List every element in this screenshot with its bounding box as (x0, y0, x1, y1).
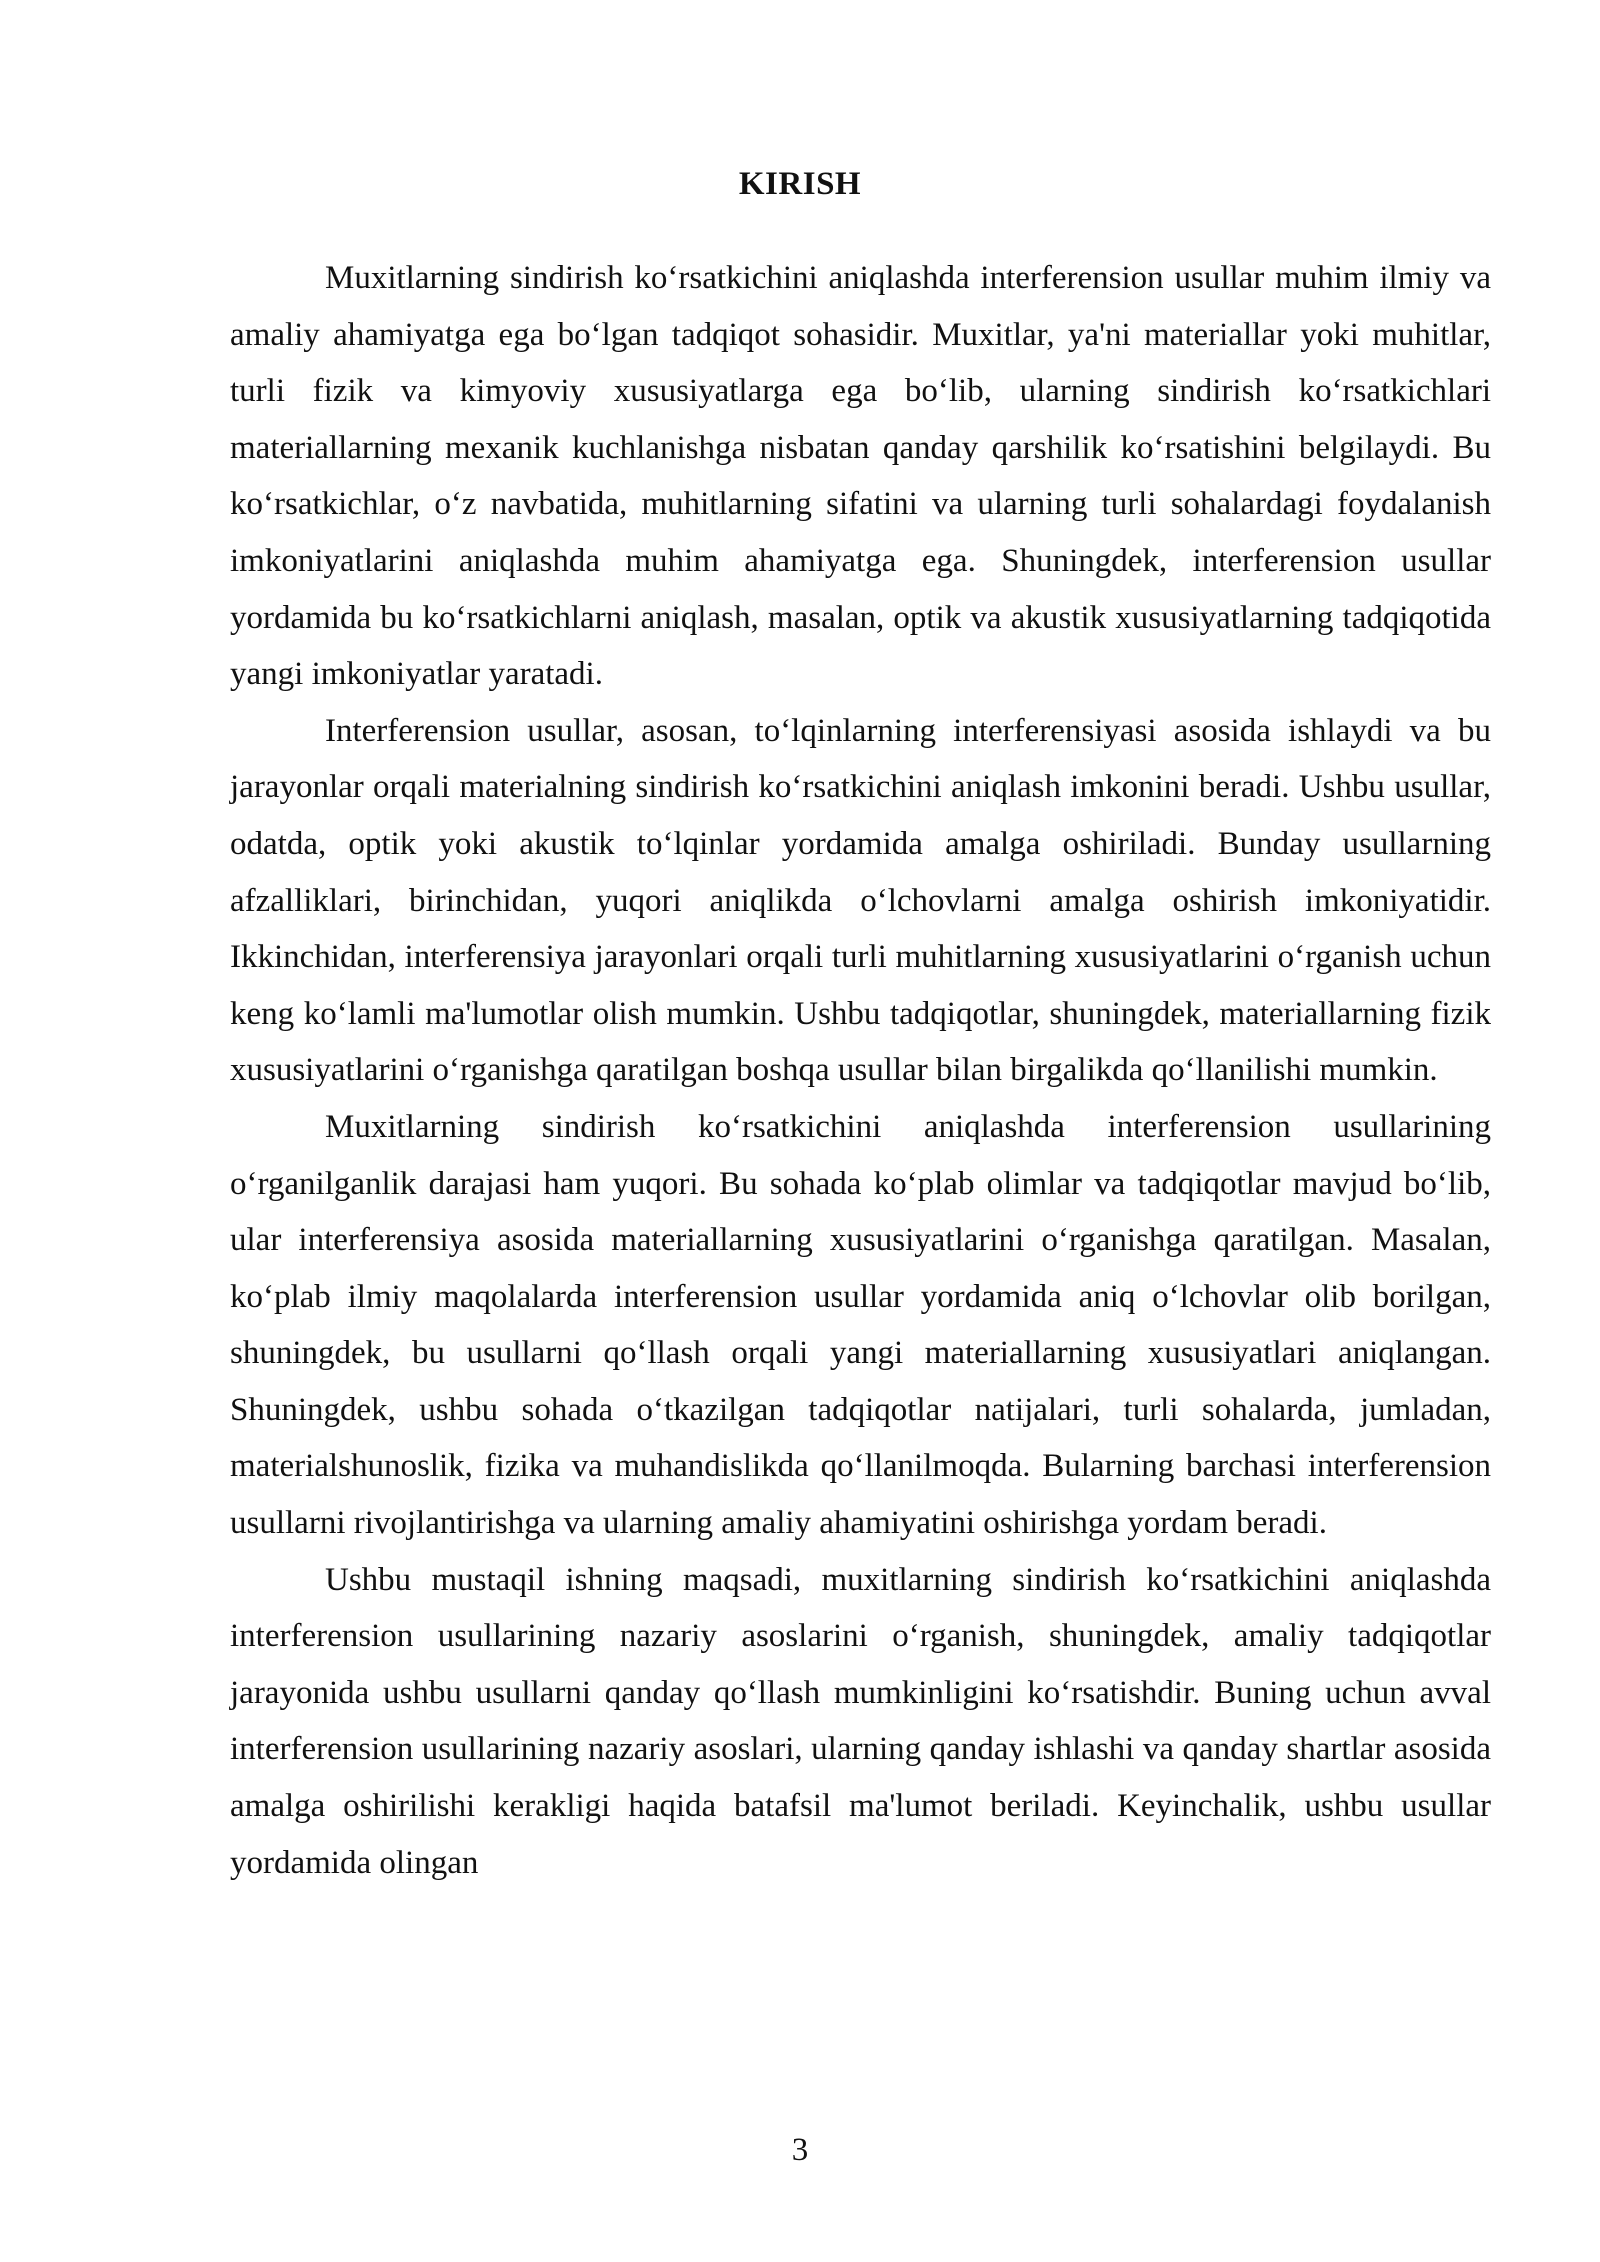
paragraph-1: Muxitlarning sindirish ko‘rsatkichini aniqlashda interferension usullar muhim ilmiy va amaliy ahamiyatga ega bo‘lgan tadqiqot sohasidir. Muxitlar, ya'ni materiallar yoki muhitlar, turli fizik va kimyoviy xususiyatlarga ega bo‘lib, ularning sindirish ko‘rsatkichlari materiallarning mexanik kuchlanishga nisbatan qanday qarshilik ko‘rsatishini belgilaydi. Bu ko‘rsatkichlar, o‘z navbatida, muhitlarning sifatini va ularning turli sohalardagi foydalanish imkoniyatlarini aniqlashda muhim ahamiyatga ega. Shuningdek, interferension usullar yordamida bu ko‘rsatkichlarni aniqlash, masalan, optik va akustik xususiyatlarning tadqiqotida yangi imkoniyatlar yaratadi. (230, 260, 1491, 693)
paragraph-2: Interferension usullar, asosan, to‘lqinlarning interferensiyasi asosida ishlaydi va bu jarayonlar orqali materialning sindirish ko‘rsatkichini aniqlash imkonini beradi. Ushbu usullar, odatda, optik yoki akustik to‘lqinlar yordamida amalga oshiriladi. Bunday usullarning afzalliklari, birinchidan, yuqori aniqlikda o‘lchovlarni amalga oshirish imkoniyatidir. Ikkinchidan, interferensiya jarayonlari orqali turli muhitlarning xususiyatlarini o‘rganish uchun keng ko‘lamli ma'lumotlar olish mumkin. Ushbu tadqiqotlar, shuningdek, materiallarning fizik xususiyatlarini o‘rganishga qaratilgan boshqa usullar bilan birgalikda qo‘llanilishi mumkin. (230, 712, 1491, 1089)
page-number: 3 (791, 2132, 809, 2168)
paragraph-4: Ushbu mustaqil ishning maqsadi, muxitlarning sindirish ko‘rsatkichini aniqlashda interferension usullarining nazariy asoslarini o‘rganish, shuningdek, amaliy tadqiqotlar jarayonida ushbu usullarni qanday qo‘llash mumkinligini ko‘rsatishdir. Buning uchun avval interferension usullarining nazariy asoslari, ularning qanday ishlashi va qanday shartlar asosida amalga oshirilishi kerakligi haqida batafsil ma'lumot beriladi. Keyinchalik, ushbu usullar yordamida olingan (230, 1561, 1491, 1881)
body-text (230, 250, 1491, 1891)
page-title: KIRISH (738, 166, 862, 202)
paragraph-3: Muxitlarning sindirish ko‘rsatkichini aniqlashda interferension usullarining o‘rganilganlik darajasi ham yuqori. Bu sohada ko‘plab olimlar va tadqiqotlar mavjud bo‘lib, ular interferensiya asosida materiallarning xususiyatlarini o‘rganishga qaratilgan. Masalan, ko‘plab ilmiy maqolalarda interferension usullar yordamida aniq o‘lchovlar olib borilgan, shuningdek, bu usullarni qo‘llash orqali yangi materiallarning xususiyatlari aniqlangan. Shuningdek, ushbu sohada o‘tkazilgan tadqiqotlar natijalari, turli sohalarda, jumladan, materialshunoslik, fizika va muhandislikda qo‘llanilmoqda. Bularning barchasi interferension usullarni rivojlantirishga va ularning amaliy ahamiyatini oshirishga yordam beradi. (230, 1108, 1491, 1542)
